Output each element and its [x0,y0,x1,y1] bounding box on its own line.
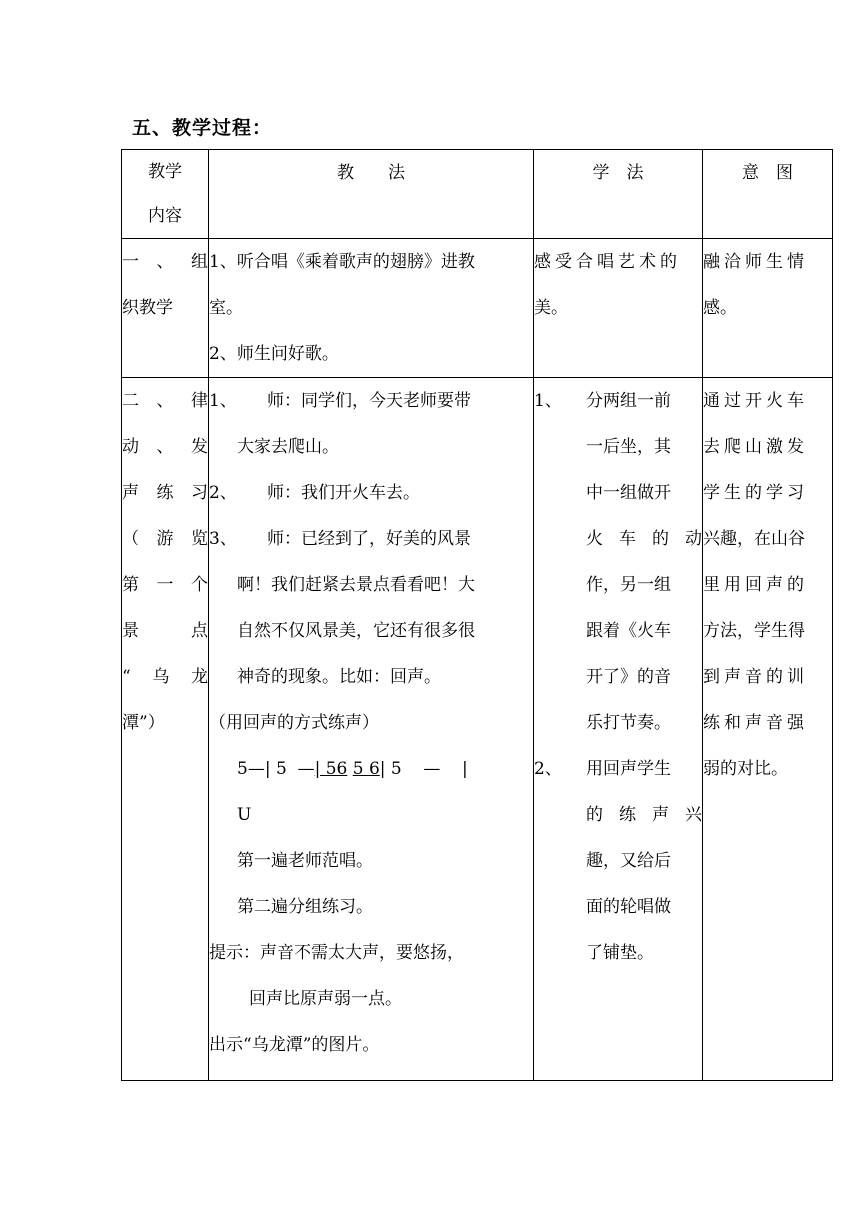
row1-study: 感受合唱艺术的 美。 [534,239,703,378]
row2-study: 1、 分两组一前 一后坐，其 中一组做开 火车的动 作，另一组 跟着《火车 开了》的音 乐打节奏。 2、 用回声学生 的练声兴 趣，又给后 面的轮唱做 了铺垫。 [534,378,703,1081]
header-row [122,150,833,239]
row2-intent: 通过开火车 去爬山激发 学生的学习 兴趣，在山谷 里用回声的 方法，学生得 到声音的训 练和声音强 弱的对比。 [703,378,833,1081]
music-notation: 5—| 5 —| 56 5 6| 5 — | [237,759,468,779]
row2-method: 1、 师：同学们，今天老师要带 大家去爬山。 2、 师：我们开火车去。 3、 师：已经到了，好美的风景 啊！我们赶紧去景点看看吧！大 自然不仅风景美，它还有很多很 神奇的现象。比如：回声。 （用回声的方式练声） 5—| 5 —| 56 5 6| 5 — | U 第一遍老师范唱。 第二遍分组练习。 提示：声音不需太大声，要悠扬， 回声比原声弱一点。 出示“乌龙潭”的图片。 [209,378,534,1081]
row1-content: 一、组 织教学 [122,239,209,378]
row1-method: 1、听合唱《乘着歌声的翅膀》进教 室。 2、师生问好歌。 [209,239,534,378]
section-title: 五、教学过程： [132,117,273,139]
header-method: 教 法 [209,150,534,239]
table-row-organize [122,239,833,378]
header-content: 教学 内容 [122,150,209,239]
header-study: 学 法 [534,150,703,239]
row1-intent: 融洽师生情 感。 [703,239,833,378]
row2-content: 二、律 动、发 声练习 （游览 第一个 景 点 “乌龙 潭”） [122,378,209,1081]
table-row-rhythm [122,378,833,1081]
paren-note: （用回声的方式练声） [209,713,379,733]
teaching-process-table [121,149,833,1081]
header-intent: 意 图 [703,150,833,239]
